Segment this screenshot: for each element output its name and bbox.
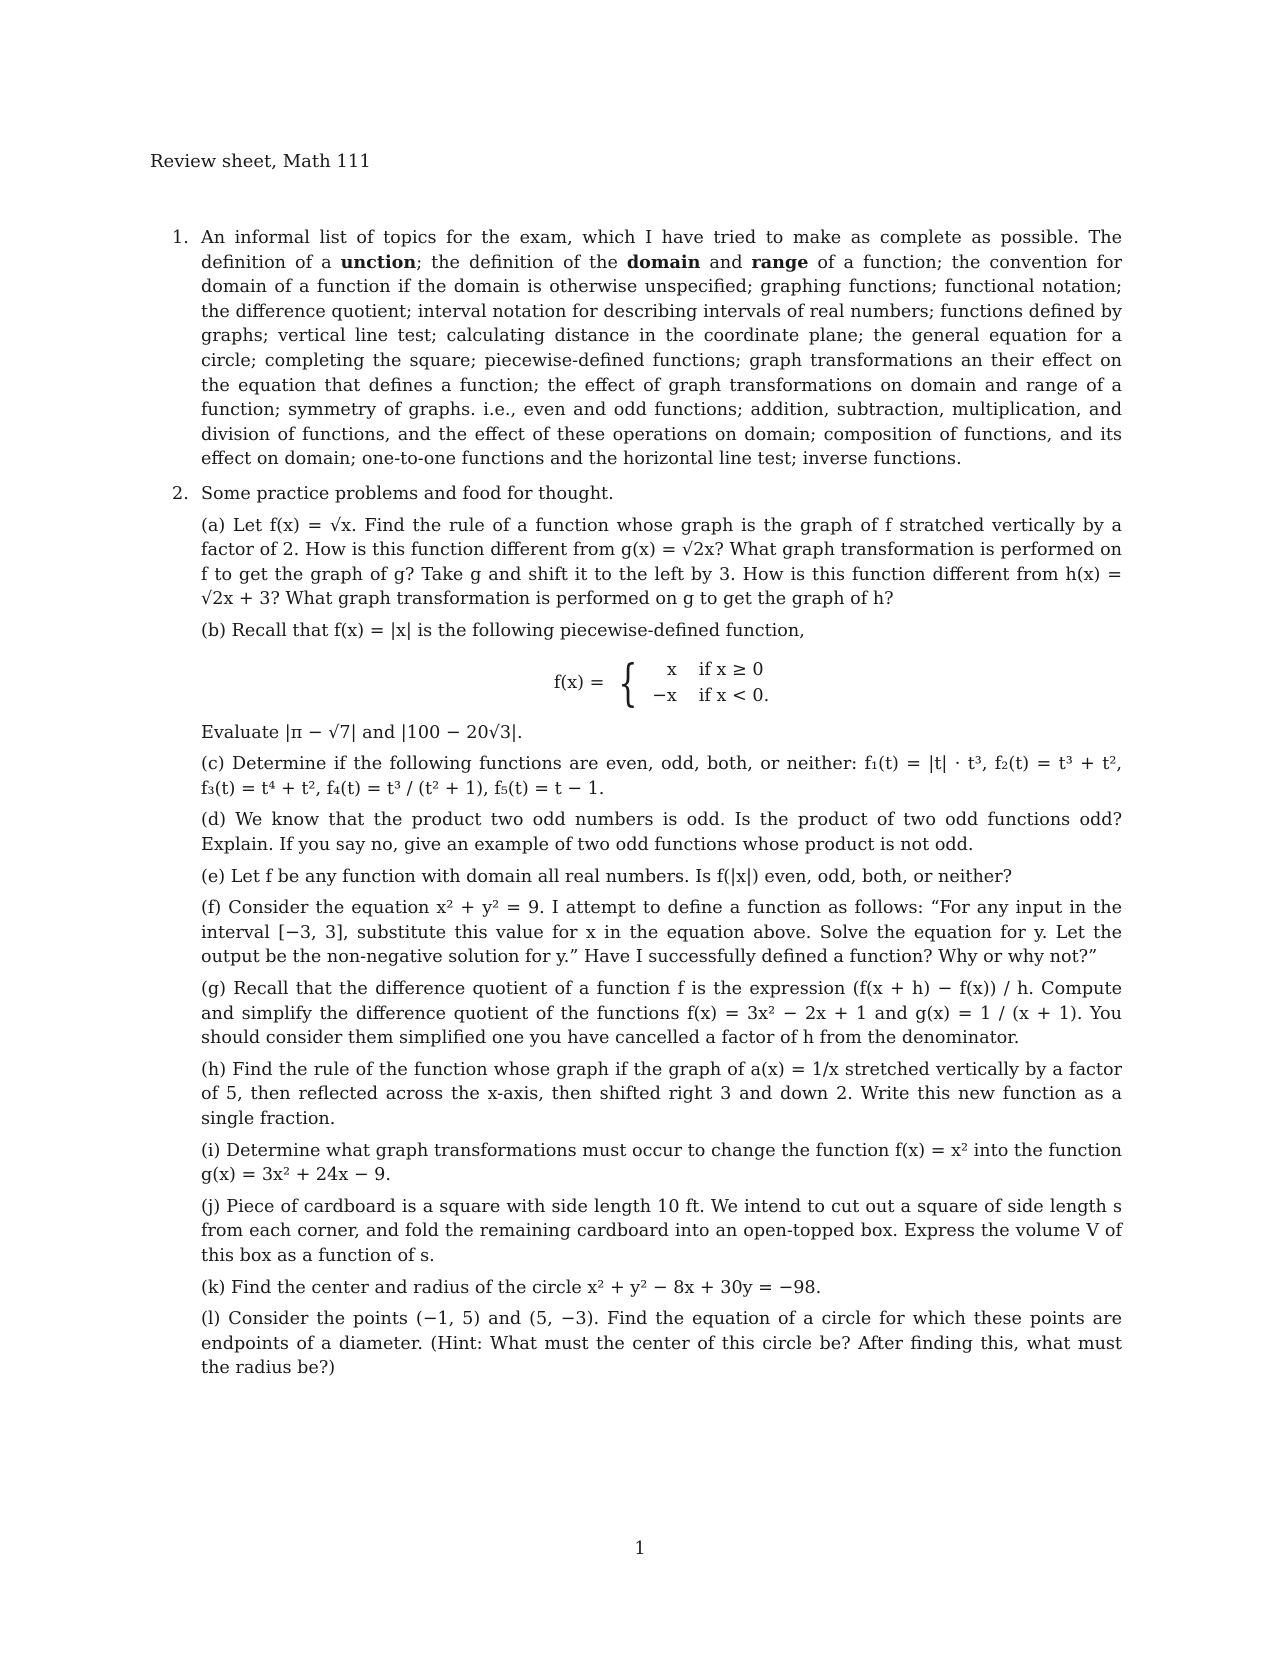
problem-g: (g) Recall that the difference quotient of a function f is the expression (f(x + h) − f(x)) / h. Compute and simplify the difference quotient of the functions f(x) = 3x² − 2x + 1 and g(x) = 1 / (x + 1). You should consider them simplified one you have cancelled a factor of h from the denominator. [201,979,1122,1049]
page-number: 1 [634,1539,646,1559]
practice-intro: Some practice problems and food for thought. [201,483,614,504]
problem-h: (h) Find the rule of the function whose graph if the graph of a(x) = 1/x stretched vertically by a factor of 5, then reflected across the x-axis, then shifted right 3 and down 2. Write this new function as a single fraction. [201,1059,1122,1129]
problem-l: (l) Consider the points (−1, 5) and (5, −3). Find the equation of a circle for which these points are endpoints of a diameter. (Hint: What must the center of this circle be? After finding this, what must the radius be?) [201,1309,1122,1379]
topics-text-mid2: and [700,252,752,273]
item-number: 1. [172,228,189,248]
case2-expr: −x [652,686,677,707]
topics-text-post: of a function; the convention for domain of a function if the domain is otherwise unspecified; graphing functions; functional notation; the difference quotient; interval notation for describing intervals of real numbers; functions defined by graphs; vertical line test; calculating distance in the coordinate plane; the general equation for a circle; completing the square; piecewise-defined functions; graph transformations an their effect on the equation that defines a function; the effect of graph transformations on domain and range of a function; symmetry of graphs. i.e., even and odd functions; addition, subtraction, multiplication, and division of functions, and the effect of these operations on domain; composition of functions, and its effect on domain; one-to-one functions and the horizontal line test; inverse functions. [201,252,1122,470]
item-number: 2. [172,483,189,504]
practice-problems [201,482,1122,1381]
piecewise-cases [652,658,769,709]
topics-bold-unction: unction [340,251,417,273]
problem-j: (j) Piece of cardboard is a square with side length 10 ft. We intend to cut out a square of side length s from each corner, and fold the remaining cardboard into an open-topped box. Express the volume V of this box as a function of s. [201,1196,1122,1266]
problem-c: (c) Determine if the following functions are even, odd, both, or neither: f₁(t) = |t| · t³, f₂(t) = t³ + t², f₃(t) = t⁴ + t², f₄(t) = t³ / (t² + 1), f₅(t) = t − 1. [201,754,1122,799]
case2-cond: if x < 0. [698,686,770,707]
problem-b: (b) Recall that f(x) = |x| is the following piecewise-defined function, [201,620,805,641]
case1-cond: if x ≥ 0 [698,659,764,680]
problem-b-evaluate: Evaluate |π − √7| and |100 − 20√3|. [201,722,523,743]
problem-list [172,226,1122,1381]
list-item-2 [172,482,1122,1381]
list-item-1 [172,226,1122,472]
case1-expr: x [666,659,677,680]
topics-text-mid1: ; the definition of the [416,252,627,273]
problem-f: (f) Consider the equation x² + y² = 9. I attempt to define a function as follows: “For any input in the interval [−3, 3], substitute this value for x in the equation above. Solve the equation for y. Let the output be the non-negative solution for y.” Have I successfully defined a function? Why or why not?” [201,898,1122,968]
piecewise-definition [201,654,1122,713]
problem-e: (e) Let f be any function with domain all real numbers. Is f(|x|) even, odd, both, or neither? [201,866,1013,887]
problem-k: (k) Find the center and radius of the circle x² + y² − 8x + 30y = −98. [201,1277,822,1298]
problem-i: (i) Determine what graph transformations must occur to change the function f(x) = x² into the function g(x) = 3x² + 24x − 9. [201,1140,1122,1186]
topics-text-pre: An informal list of topics for the exam, which I have tried to make as complete as possible. The definition of a [201,228,1122,273]
topics-bold-domain: domain [626,251,701,273]
page-header: Review sheet, Math 111 [150,151,371,172]
problem-d: (d) We know that the product two odd numbers is odd. Is the product of two odd functions odd? Explain. If you say no, give an example of two odd functions whose product is not odd. [201,810,1122,856]
problem-a: (a) Let f(x) = √x. Find the rule of a function whose graph is the graph of f stratched vertically by a factor of 2. How is this function different from g(x) = √2x? What graph transformation is performed on f to get the graph of g? Take g and shift it to the left by 3. How is this function different from h(x) = √2x + 3? What graph transformation is performed on g to get the graph of h? [201,515,1122,610]
piecewise-lhs: f(x) = [553,672,605,693]
left-brace-icon: { [618,654,638,713]
topics-paragraph [201,226,1122,472]
topics-bold-range: range [751,251,809,273]
